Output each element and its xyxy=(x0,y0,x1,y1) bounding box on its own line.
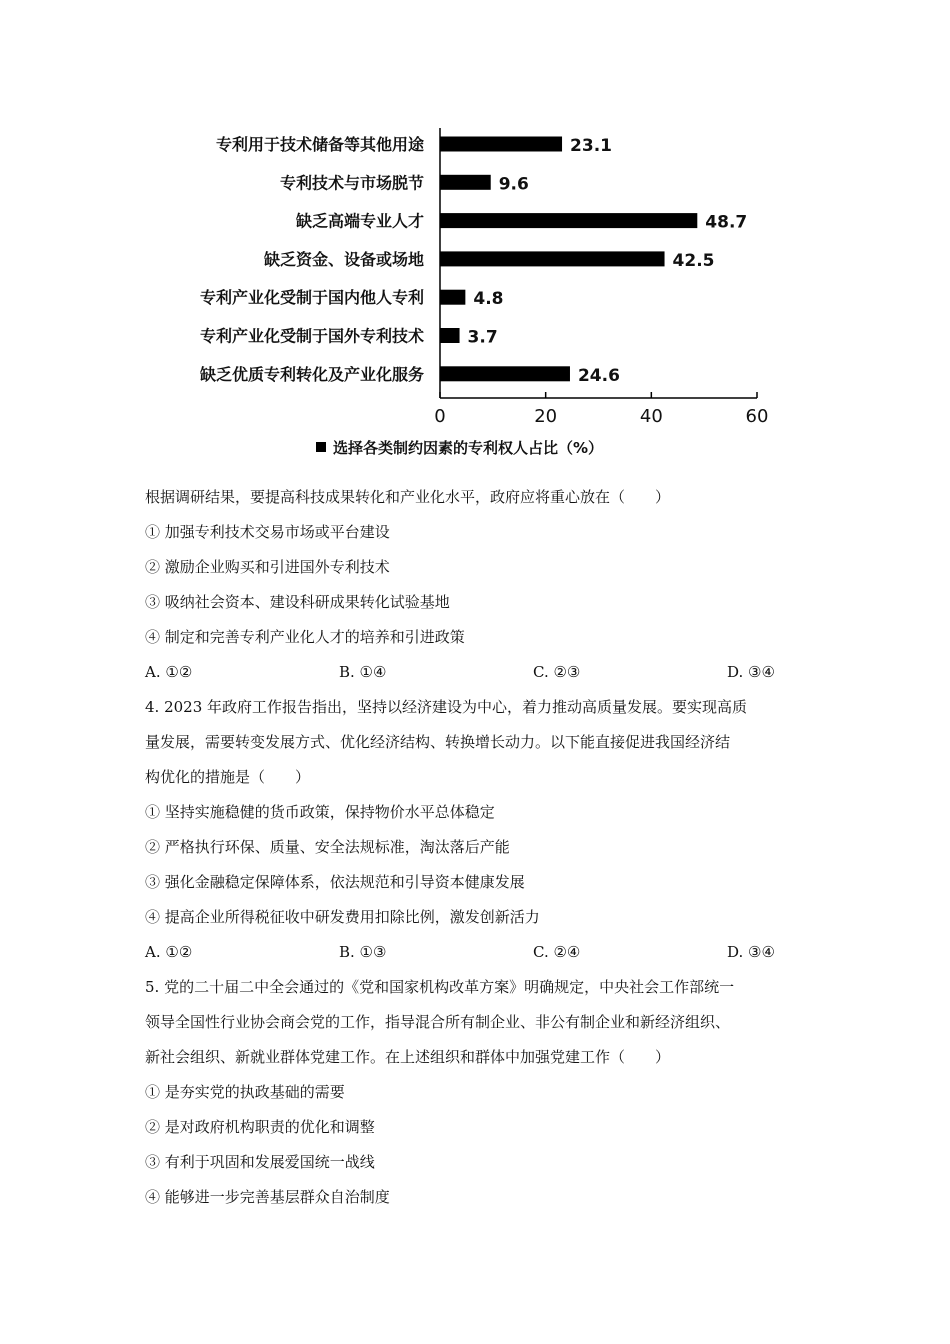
x-tick-label: 20 xyxy=(534,406,558,427)
q3-option-a: A. ①② xyxy=(145,663,193,681)
q5-item: ④ 能够进一步完善基层群众自治制度 xyxy=(145,1188,390,1206)
x-tick-label: 0 xyxy=(434,406,446,427)
x-tick-label: 40 xyxy=(639,406,663,427)
q4-option-c: C. ②④ xyxy=(533,943,581,961)
bar xyxy=(440,290,465,305)
q4-stem-line: 构优化的措施是（ ） xyxy=(145,768,311,786)
q3-option-c: C. ②③ xyxy=(533,663,581,681)
q5-item: ① 是夯实党的执政基础的需要 xyxy=(145,1083,345,1101)
q3-stem: 根据调研结果，要提高科技成果转化和产业化水平，政府应将重心放在（ ） xyxy=(145,488,671,506)
q4-item: ② 严格执行环保、质量、安全法规标准，淘汰落后产能 xyxy=(145,838,510,856)
q3-options xyxy=(145,655,815,690)
q4-stem-line: 量发展，需要转变发展方式、优化经济结构、转换增长动力。以下能直接促进我国经济结 xyxy=(145,733,731,751)
bar xyxy=(440,366,570,381)
value-label: 42.5 xyxy=(672,250,715,271)
bar xyxy=(440,175,491,190)
q5-stem-line: 5. 党的二十届二中全会通过的《党和国家机构改革方案》明确规定，中央社会工作部统一 xyxy=(145,978,735,996)
q4-stem-line: 4. 2023 年政府工作报告指出，坚持以经济建设为中心，着力推动高质量发展。要实现高质 xyxy=(145,698,748,716)
value-label: 24.6 xyxy=(577,365,620,386)
bar xyxy=(440,137,562,152)
value-label: 9.6 xyxy=(498,174,529,195)
q4-item: ③ 强化金融稳定保障体系，依法规范和引导资本健康发展 xyxy=(145,873,525,891)
q4-item: ① 坚持实施稳健的货币政策，保持物价水平总体稳定 xyxy=(145,803,495,821)
value-label: 3.7 xyxy=(467,327,498,348)
legend-label: 选择各类制约因素的专利权人占比（%） xyxy=(333,439,604,457)
value-label: 4.8 xyxy=(473,289,504,310)
q5-stem-line: 领导全国性行业协会商会党的工作，指导混合所有制企业、非公有制企业和新经济组织、 xyxy=(145,1013,731,1031)
category-label: 专利产业化受制于国外专利技术 xyxy=(199,326,424,346)
q3-item: ① 加强专利技术交易市场或平台建设 xyxy=(145,523,390,541)
q4-option-d: D. ③④ xyxy=(727,943,775,961)
q5-item: ③ 有利于巩固和发展爱国统一战线 xyxy=(145,1153,375,1171)
q3-option-d: D. ③④ xyxy=(727,663,775,681)
q3-item: ② 激励企业购买和引进国外专利技术 xyxy=(145,558,390,576)
q4-option-a: A. ①② xyxy=(145,943,193,961)
q4-options xyxy=(145,935,815,970)
category-label: 缺乏资金、设备或场地 xyxy=(263,249,424,269)
q3-option-b: B. ①④ xyxy=(339,663,387,681)
q5-stem-line: 新社会组织、新就业群体党建工作。在上述组织和群体中加强党建工作（ ） xyxy=(145,1048,671,1066)
category-label: 缺乏高端专业人才 xyxy=(295,211,424,231)
q3-item: ③ 吸纳社会资本、建设科研成果转化试验基地 xyxy=(145,593,450,611)
bar xyxy=(440,213,697,228)
q5-item: ② 是对政府机构职责的优化和调整 xyxy=(145,1118,375,1136)
value-label: 48.7 xyxy=(705,212,748,233)
bar xyxy=(440,251,665,266)
category-label: 专利产业化受制于国内他人专利 xyxy=(199,288,424,308)
q4-item: ④ 提高企业所得税征收中研发费用扣除比例，激发创新活力 xyxy=(145,908,540,926)
category-label: 专利用于技术储备等其他用途 xyxy=(215,135,424,154)
bar xyxy=(440,328,460,343)
category-label: 专利技术与市场脱节 xyxy=(279,173,424,193)
patent-constraint-bar-chart xyxy=(0,110,950,470)
question-content xyxy=(145,480,815,1215)
value-label: 23.1 xyxy=(570,136,612,156)
q3-item: ④ 制定和完善专利产业化人才的培养和引进政策 xyxy=(145,628,465,646)
x-tick-label: 60 xyxy=(745,406,769,427)
q4-option-b: B. ①③ xyxy=(339,943,387,961)
category-label: 缺乏优质专利转化及产业化服务 xyxy=(199,364,424,384)
legend-marker xyxy=(316,442,326,452)
